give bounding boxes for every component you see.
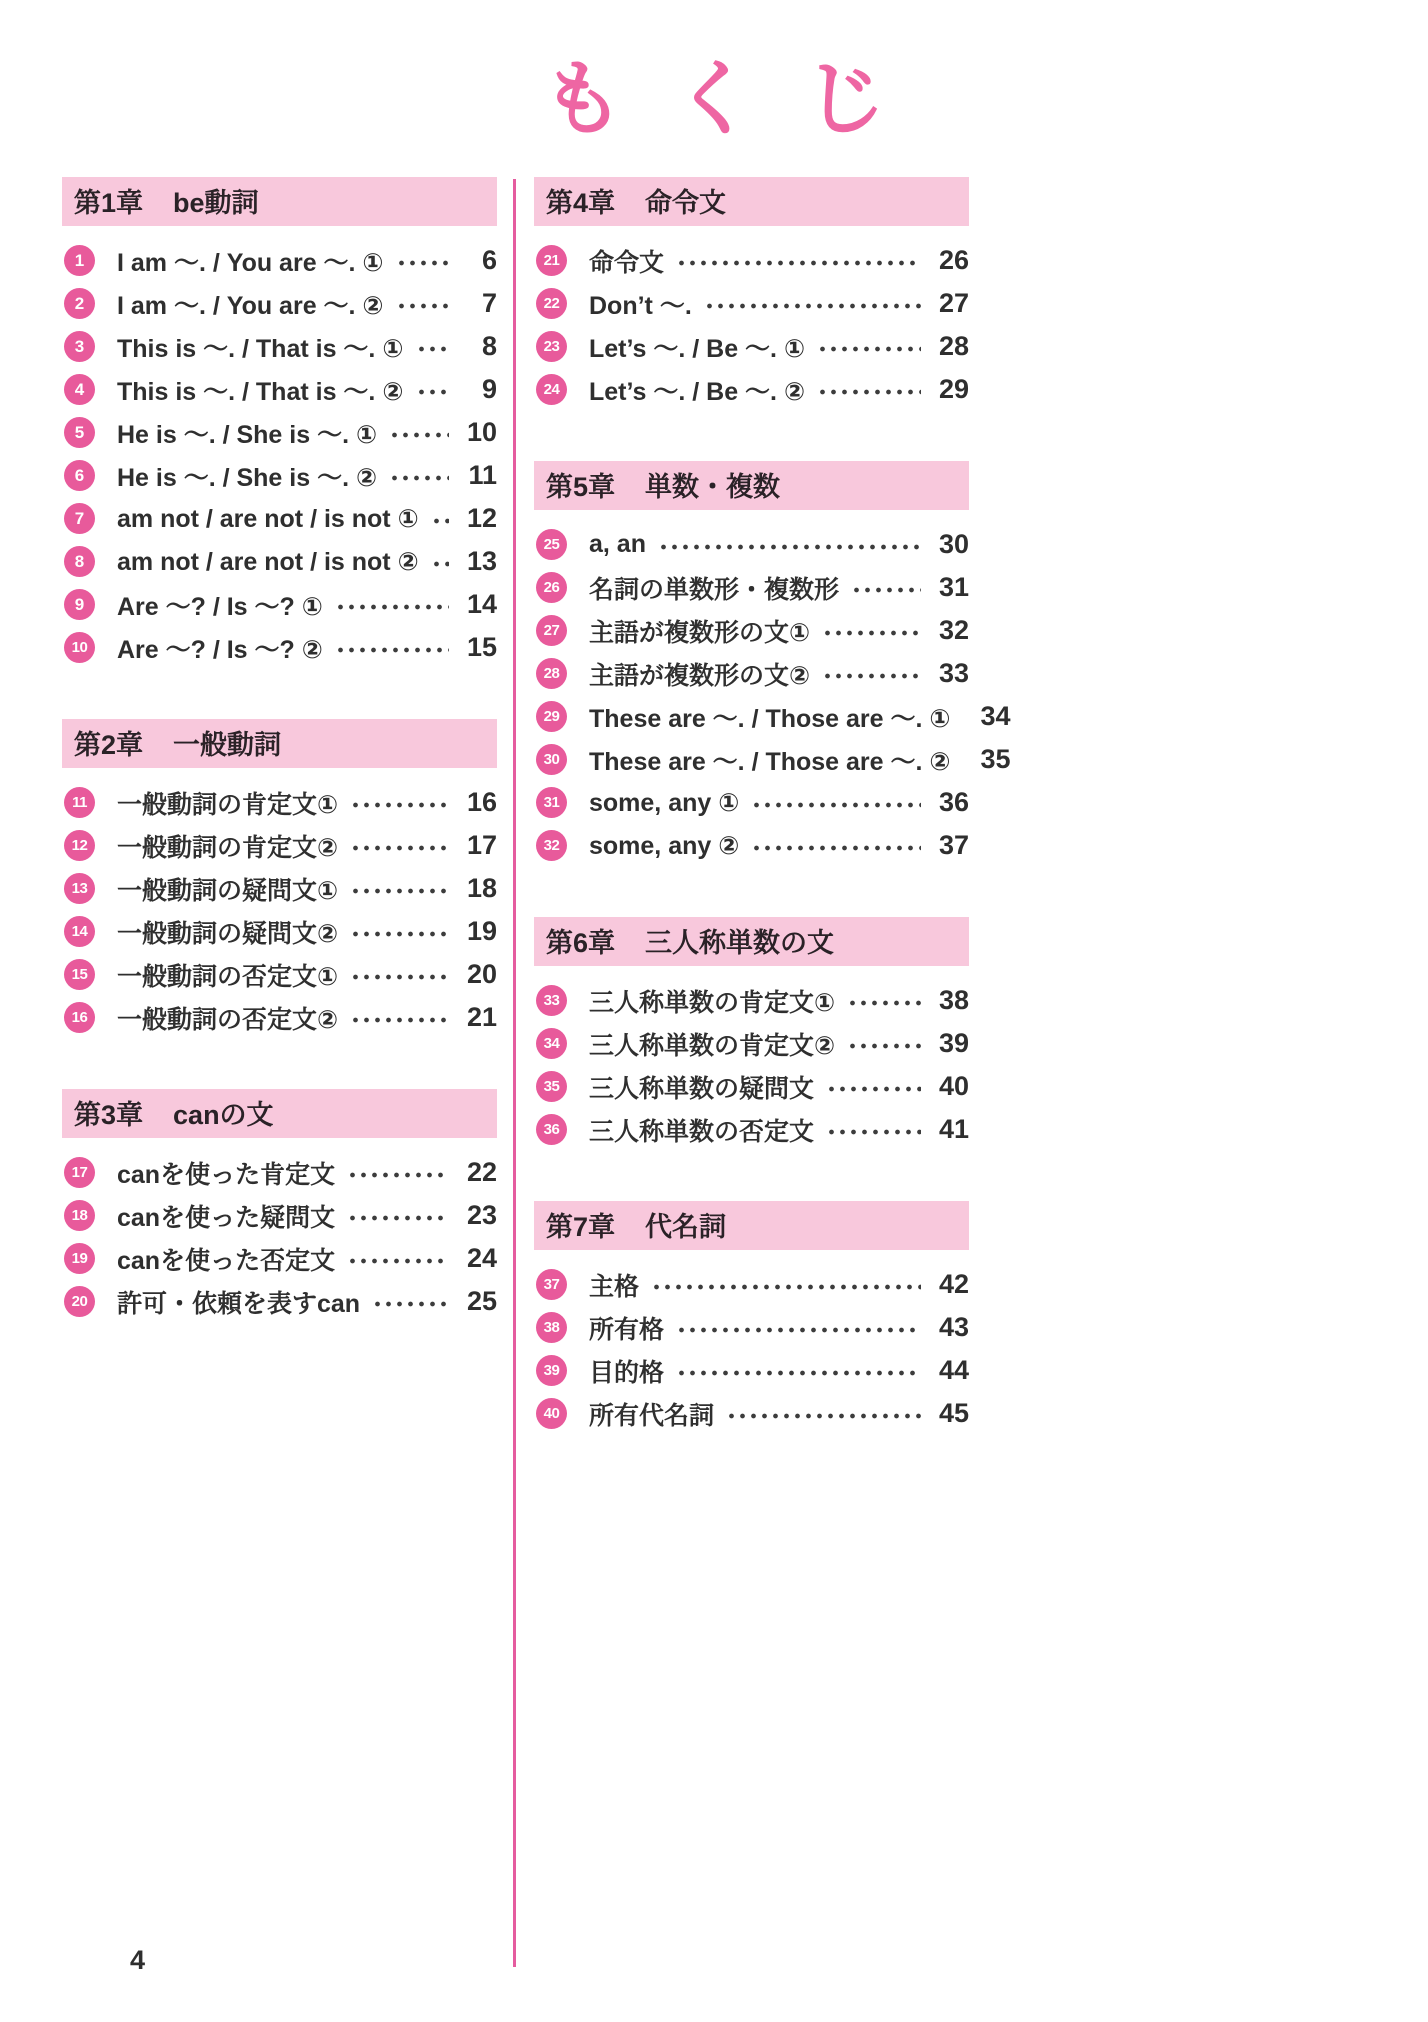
chapter-label: 第7章 <box>546 1212 616 1242</box>
item-title: some, any ② <box>589 831 740 860</box>
item-number-badge: 5 <box>64 417 95 448</box>
item-page-number: 19 <box>466 916 497 946</box>
item-title: canを使った否定文 <box>117 1246 336 1275</box>
item-number-badge: 14 <box>64 916 95 947</box>
toc-item <box>536 1263 969 1306</box>
item-page-number: 24 <box>466 1243 497 1273</box>
item-page-number: 44 <box>938 1355 969 1385</box>
dot-leader <box>350 1017 449 1023</box>
item-page-number: 28 <box>938 331 969 361</box>
dot-leader <box>396 303 449 309</box>
item-title: 一般動詞の疑問文① <box>117 876 339 905</box>
dot-leader <box>651 1284 921 1290</box>
item-number-badge: 11 <box>64 787 95 818</box>
item-title: Don’t 〜. <box>589 291 692 320</box>
dot-leader <box>751 845 921 851</box>
toc-item <box>536 1306 969 1349</box>
chapter-header <box>534 1201 969 1250</box>
chapter-section <box>534 917 969 1151</box>
dot-leader <box>676 1370 921 1376</box>
toc-item <box>536 1108 969 1151</box>
toc-item <box>536 1349 969 1392</box>
item-number-badge: 20 <box>64 1286 95 1317</box>
chapter-label: 第5章 <box>546 472 616 502</box>
item-title: 主格 <box>589 1272 640 1301</box>
dot-leader <box>350 888 449 894</box>
chapter-section <box>534 177 969 411</box>
item-title: 三人称単数の疑問文 <box>589 1074 815 1103</box>
chapter-header <box>62 719 497 768</box>
item-number-badge: 12 <box>64 830 95 861</box>
item-page-number: 23 <box>466 1200 497 1230</box>
dot-leader <box>704 303 921 309</box>
dot-leader <box>826 1129 921 1135</box>
item-number-badge: 18 <box>64 1200 95 1231</box>
toc-item <box>64 454 497 497</box>
dot-leader <box>676 1327 921 1333</box>
item-title: Are 〜? / Is 〜? ② <box>117 635 323 664</box>
toc-item <box>536 523 969 566</box>
item-page-number: 31 <box>938 572 969 602</box>
item-title: These are 〜. / Those are 〜. ① <box>589 704 951 733</box>
item-page-number: 10 <box>466 417 497 447</box>
item-title: He is 〜. / She is 〜. ① <box>117 420 378 449</box>
item-number-badge: 21 <box>536 245 567 276</box>
toc-item <box>64 626 497 669</box>
item-number-badge: 2 <box>64 288 95 319</box>
chapter-title: 命令文 <box>645 188 727 218</box>
toc-item <box>536 282 969 325</box>
toc-item <box>64 1237 497 1280</box>
chapter-section <box>62 177 497 669</box>
item-page-number: 32 <box>938 615 969 645</box>
dot-leader <box>416 346 450 352</box>
chapter-section <box>62 1089 497 1323</box>
chapter-title: 一般動詞 <box>173 730 282 760</box>
item-title: This is 〜. / That is 〜. ② <box>117 377 404 406</box>
item-page-number: 21 <box>466 1002 497 1032</box>
item-title: 一般動詞の否定文② <box>117 1005 339 1034</box>
chapter-items <box>534 979 969 1151</box>
toc-item <box>64 910 497 953</box>
chapter-section <box>534 461 1011 867</box>
item-title: 主語が複数形の文② <box>589 661 811 690</box>
item-number-badge: 38 <box>536 1312 567 1343</box>
item-page-number: 16 <box>466 787 497 817</box>
item-number-badge: 9 <box>64 589 95 620</box>
toc-item <box>64 824 497 867</box>
item-title: some, any ① <box>589 788 740 817</box>
toc-item <box>64 540 497 583</box>
toc-column-right <box>534 177 1011 1967</box>
toc-item <box>64 368 497 411</box>
item-title: These are 〜. / Those are 〜. ② <box>589 747 951 776</box>
item-number-badge: 13 <box>64 873 95 904</box>
item-number-badge: 16 <box>64 1002 95 1033</box>
dot-leader <box>389 475 449 481</box>
toc-item <box>64 996 497 1039</box>
item-title: a, an <box>589 530 646 558</box>
toc-item <box>536 609 969 652</box>
item-number-badge: 32 <box>536 830 567 861</box>
dot-leader <box>350 931 449 937</box>
chapter-section <box>62 719 497 1039</box>
item-title: 名詞の単数形・複数形 <box>589 575 840 604</box>
item-page-number: 27 <box>938 288 969 318</box>
chapter-label: 第2章 <box>74 730 144 760</box>
item-number-badge: 8 <box>64 546 95 577</box>
chapter-items <box>62 1151 497 1323</box>
item-number-badge: 22 <box>536 288 567 319</box>
toc-item <box>536 368 969 411</box>
item-title: Let’s 〜. / Be 〜. ① <box>589 334 806 363</box>
item-title: 所有格 <box>589 1315 665 1344</box>
item-number-badge: 27 <box>536 615 567 646</box>
item-page-number: 35 <box>980 744 1011 774</box>
item-page-number: 36 <box>938 787 969 817</box>
item-number-badge: 39 <box>536 1355 567 1386</box>
dot-leader <box>847 1043 921 1049</box>
item-page-number: 37 <box>938 830 969 860</box>
item-title: 命令文 <box>589 248 665 277</box>
item-number-badge: 26 <box>536 572 567 603</box>
item-page-number: 38 <box>938 985 969 1015</box>
item-number-badge: 24 <box>536 374 567 405</box>
dot-leader <box>431 561 449 567</box>
chapter-header <box>534 461 969 510</box>
chapter-label: 第4章 <box>546 188 616 218</box>
dot-leader <box>822 630 921 636</box>
item-title: He is 〜. / She is 〜. ② <box>117 463 378 492</box>
toc-item <box>536 566 969 609</box>
chapter-header <box>534 917 969 966</box>
item-number-badge: 19 <box>64 1243 95 1274</box>
toc-item <box>536 781 969 824</box>
dot-leader <box>822 673 921 679</box>
dot-leader <box>726 1413 921 1419</box>
dot-leader <box>372 1301 449 1307</box>
chapter-label: 第6章 <box>546 928 616 958</box>
item-title: 一般動詞の疑問文② <box>117 919 339 948</box>
toc-item <box>536 824 969 867</box>
chapter-items <box>534 239 969 411</box>
item-page-number: 15 <box>466 632 497 662</box>
chapter-label: 第3章 <box>74 1100 144 1130</box>
item-number-badge: 28 <box>536 658 567 689</box>
page-title: もくじ <box>541 54 936 145</box>
chapter-items <box>62 239 497 669</box>
item-title: I am 〜. / You are 〜. ② <box>117 291 384 320</box>
item-title: canを使った肯定文 <box>117 1160 336 1189</box>
item-number-badge: 17 <box>64 1157 95 1188</box>
item-page-number: 6 <box>481 245 497 275</box>
toc-item <box>64 781 497 824</box>
item-page-number: 40 <box>938 1071 969 1101</box>
toc-item <box>64 583 497 626</box>
chapter-items <box>534 1263 969 1435</box>
dot-leader <box>676 260 921 266</box>
item-title: 一般動詞の肯定文② <box>117 833 339 862</box>
chapter-header <box>62 1089 497 1138</box>
item-number-badge: 37 <box>536 1269 567 1300</box>
item-title: 目的格 <box>589 1358 665 1387</box>
dot-leader <box>416 389 450 395</box>
item-page-number: 39 <box>938 1028 969 1058</box>
toc-item <box>64 282 497 325</box>
item-page-number: 45 <box>938 1398 969 1428</box>
toc-item <box>64 239 497 282</box>
toc-item <box>536 1022 969 1065</box>
item-page-number: 26 <box>938 245 969 275</box>
item-title: canを使った疑問文 <box>117 1203 336 1232</box>
toc-item <box>536 1065 969 1108</box>
dot-leader <box>851 587 921 593</box>
chapter-items <box>62 781 497 1039</box>
dot-leader <box>350 802 449 808</box>
item-page-number: 34 <box>980 701 1011 731</box>
toc-item <box>536 979 969 1022</box>
item-number-badge: 3 <box>64 331 95 362</box>
dot-leader <box>817 389 921 395</box>
item-title: 主語が複数形の文① <box>589 618 811 647</box>
item-number-badge: 34 <box>536 1028 567 1059</box>
item-title: 一般動詞の肯定文① <box>117 790 339 819</box>
chapter-items <box>534 523 1011 867</box>
item-page-number: 11 <box>468 460 497 490</box>
item-title: I am 〜. / You are 〜. ① <box>117 248 384 277</box>
item-title: 三人称単数の否定文 <box>589 1117 815 1146</box>
item-number-badge: 29 <box>536 701 567 732</box>
dot-leader <box>751 802 921 808</box>
item-number-badge: 23 <box>536 331 567 362</box>
item-page-number: 9 <box>481 374 497 404</box>
toc-item <box>536 1392 969 1435</box>
dot-leader <box>658 544 921 550</box>
chapter-header <box>62 177 497 226</box>
item-page-number: 12 <box>466 503 497 533</box>
dot-leader <box>335 647 449 653</box>
item-number-badge: 6 <box>64 460 95 491</box>
item-page-number: 20 <box>466 959 497 989</box>
item-page-number: 8 <box>481 331 497 361</box>
dot-leader <box>347 1172 449 1178</box>
toc-item <box>64 1194 497 1237</box>
dot-leader <box>847 1000 921 1006</box>
item-title: 一般動詞の否定文① <box>117 962 339 991</box>
item-number-badge: 7 <box>64 503 95 534</box>
dot-leader <box>335 604 449 610</box>
item-number-badge: 33 <box>536 985 567 1016</box>
item-page-number: 25 <box>466 1286 497 1316</box>
item-page-number: 22 <box>466 1157 497 1187</box>
item-number-badge: 25 <box>536 529 567 560</box>
chapter-title: canの文 <box>173 1100 274 1130</box>
chapter-title: 代名詞 <box>645 1212 727 1242</box>
dot-leader <box>389 432 449 438</box>
toc-item <box>64 1280 497 1323</box>
item-page-number: 33 <box>938 658 969 688</box>
item-page-number: 18 <box>466 873 497 903</box>
column-divider <box>513 179 516 1967</box>
item-title: 三人称単数の肯定文② <box>589 1031 836 1060</box>
toc-item <box>536 738 1011 781</box>
chapter-label: 第1章 <box>74 188 144 218</box>
chapter-header <box>534 177 969 226</box>
dot-leader <box>347 1215 449 1221</box>
toc-item <box>536 239 969 282</box>
toc-columns <box>62 177 1366 1967</box>
item-number-badge: 35 <box>536 1071 567 1102</box>
chapter-title: 三人称単数の文 <box>645 928 835 958</box>
item-number-badge: 36 <box>536 1114 567 1145</box>
dot-leader <box>431 518 449 524</box>
item-page-number: 7 <box>481 288 497 318</box>
item-page-number: 29 <box>938 374 969 404</box>
item-title: am not / are not / is not ① <box>117 504 419 533</box>
dot-leader <box>347 1258 449 1264</box>
item-number-badge: 40 <box>536 1398 567 1429</box>
toc-item <box>536 325 969 368</box>
item-number-badge: 30 <box>536 744 567 775</box>
item-number-badge: 10 <box>64 632 95 663</box>
toc-item <box>64 953 497 996</box>
dot-leader <box>826 1086 921 1092</box>
item-title: am not / are not / is not ② <box>117 547 419 576</box>
item-title: Are 〜? / Is 〜? ① <box>117 592 323 621</box>
item-number-badge: 15 <box>64 959 95 990</box>
item-number-badge: 31 <box>536 787 567 818</box>
dot-leader <box>817 346 921 352</box>
toc-item <box>64 497 497 540</box>
item-page-number: 42 <box>938 1269 969 1299</box>
page-number: 4 <box>130 1945 146 1975</box>
toc-item <box>536 652 969 695</box>
item-title: 三人称単数の肯定文① <box>589 988 836 1017</box>
item-title: 所有代名詞 <box>589 1401 715 1430</box>
toc-column-left <box>62 177 497 1967</box>
chapter-title: 単数・複数 <box>645 472 781 502</box>
item-title: This is 〜. / That is 〜. ① <box>117 334 404 363</box>
dot-leader <box>350 845 449 851</box>
toc-item <box>536 695 1011 738</box>
item-title: 許可・依頼を表すcan <box>117 1289 361 1318</box>
item-title: Let’s 〜. / Be 〜. ② <box>589 377 806 406</box>
chapter-section <box>534 1201 969 1435</box>
item-number-badge: 1 <box>64 245 95 276</box>
dot-leader <box>396 260 449 266</box>
toc-item <box>64 411 497 454</box>
item-page-number: 30 <box>938 529 969 559</box>
chapter-title: be動詞 <box>173 188 259 218</box>
item-page-number: 14 <box>466 589 497 619</box>
item-page-number: 13 <box>466 546 497 576</box>
item-page-number: 17 <box>466 830 497 860</box>
toc-item <box>64 867 497 910</box>
item-page-number: 43 <box>938 1312 969 1342</box>
dot-leader <box>350 974 449 980</box>
item-number-badge: 4 <box>64 374 95 405</box>
item-page-number: 41 <box>938 1114 969 1144</box>
toc-item <box>64 1151 497 1194</box>
toc-item <box>64 325 497 368</box>
